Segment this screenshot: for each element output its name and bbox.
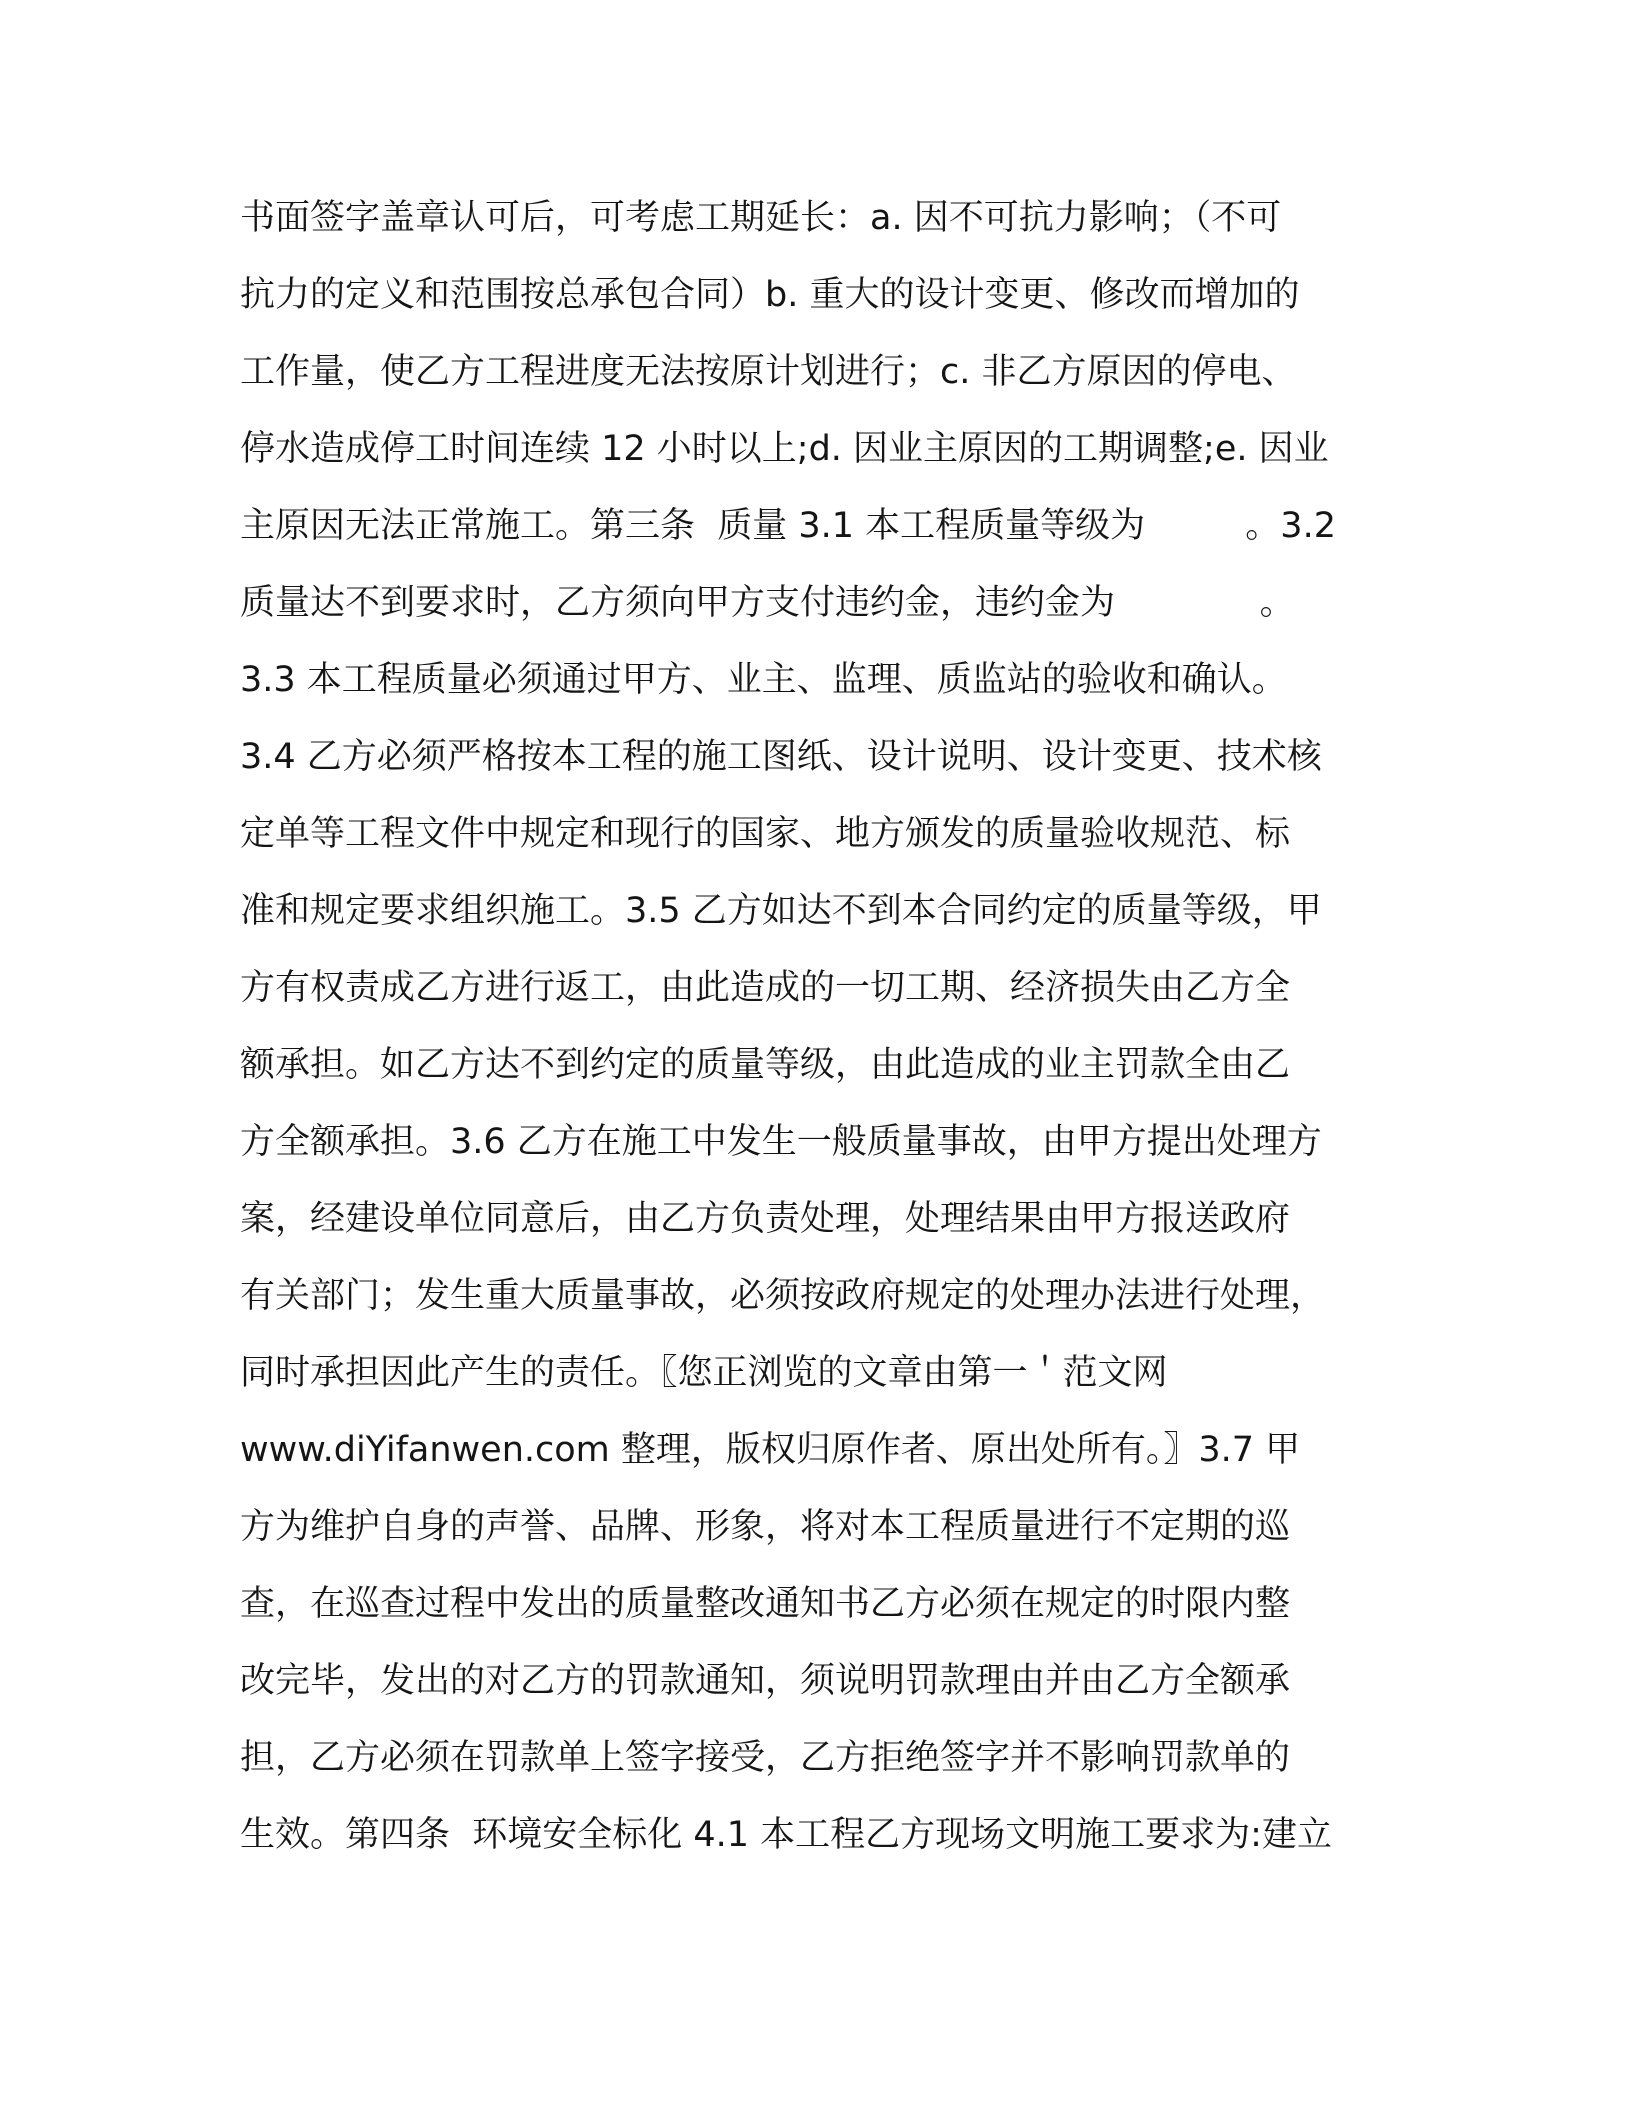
text-line-19: 查，在巡查过程中发出的质量整改通知书乙方必须在规定的时限内整: [240, 1584, 1291, 1624]
text-line-6: 质量达不到要求时，乙方须向甲方支付违约金，违约金为 。: [240, 583, 1295, 623]
text-line-20: 改完毕，发出的对乙方的罚款通知，须说明罚款理由并由乙方全额承: [240, 1661, 1291, 1701]
text-line-15: 有关部门；发生重大质量事故，必须按政府规定的处理办法进行处理，: [240, 1276, 1326, 1316]
text-line-16: 同时承担因此产生的责任。〖您正浏览的文章由第一＇范文网: [240, 1353, 1168, 1393]
text-line-10: 准和规定要求组织施工。3.5 乙方如达不到本合同约定的质量等级，甲: [240, 891, 1322, 931]
text-line-9: 定单等工程文件中规定和现行的国家、地方颁发的质量验收规范、标: [240, 814, 1291, 854]
text-line-3: 工作量，使乙方工程进度无法按原计划进行；c. 非乙方原因的停电、: [240, 352, 1297, 392]
text-line-1: 书面签字盖章认可后，可考虑工期延长：a. 因不可抗力影响；（不可: [240, 198, 1282, 238]
text-line-5: 主原因无法正常施工。第三条 质量 3.1 本工程质量等级为 。3.2: [240, 506, 1336, 546]
text-line-13: 方全额承担。3.6 乙方在施工中发生一般质量事故，由甲方提出处理方: [240, 1122, 1322, 1162]
text-line-17: www.diYifanwen.com 整理，版权归原作者、原出处所有。〗3.7 甲: [240, 1430, 1301, 1470]
text-line-8: 3.4 乙方必须严格按本工程的施工图纸、设计说明、设计变更、技术核: [240, 737, 1322, 777]
text-line-14: 案，经建设单位同意后，由乙方负责处理，处理结果由甲方报送政府: [240, 1199, 1291, 1239]
text-line-4: 停水造成停工时间连续 12 小时以上;d. 因业主原因的工期调整;e. 因业: [240, 429, 1329, 469]
text-line-22: 生效。第四条 环境安全标化 4.1 本工程乙方现场文明施工要求为:建立: [240, 1815, 1332, 1855]
text-line-11: 方有权责成乙方进行返工，由此造成的一切工期、经济损失由乙方全: [240, 968, 1291, 1008]
text-line-21: 担，乙方必须在罚款单上签字接受，乙方拒绝签字并不影响罚款单的: [240, 1738, 1291, 1778]
text-line-7: 3.3 本工程质量必须通过甲方、业主、监理、质监站的验收和确认。: [240, 660, 1287, 700]
body-text: [240, 190, 1390, 1884]
text-line-18: 方为维护自身的声誉、品牌、形象，将对本工程质量进行不定期的巡: [240, 1507, 1291, 1547]
text-line-2: 抗力的定义和范围按总承包合同）b. 重大的设计变更、修改而增加的: [240, 275, 1300, 315]
text-line-12: 额承担。如乙方达不到约定的质量等级，由此造成的业主罚款全由乙: [240, 1045, 1291, 1085]
